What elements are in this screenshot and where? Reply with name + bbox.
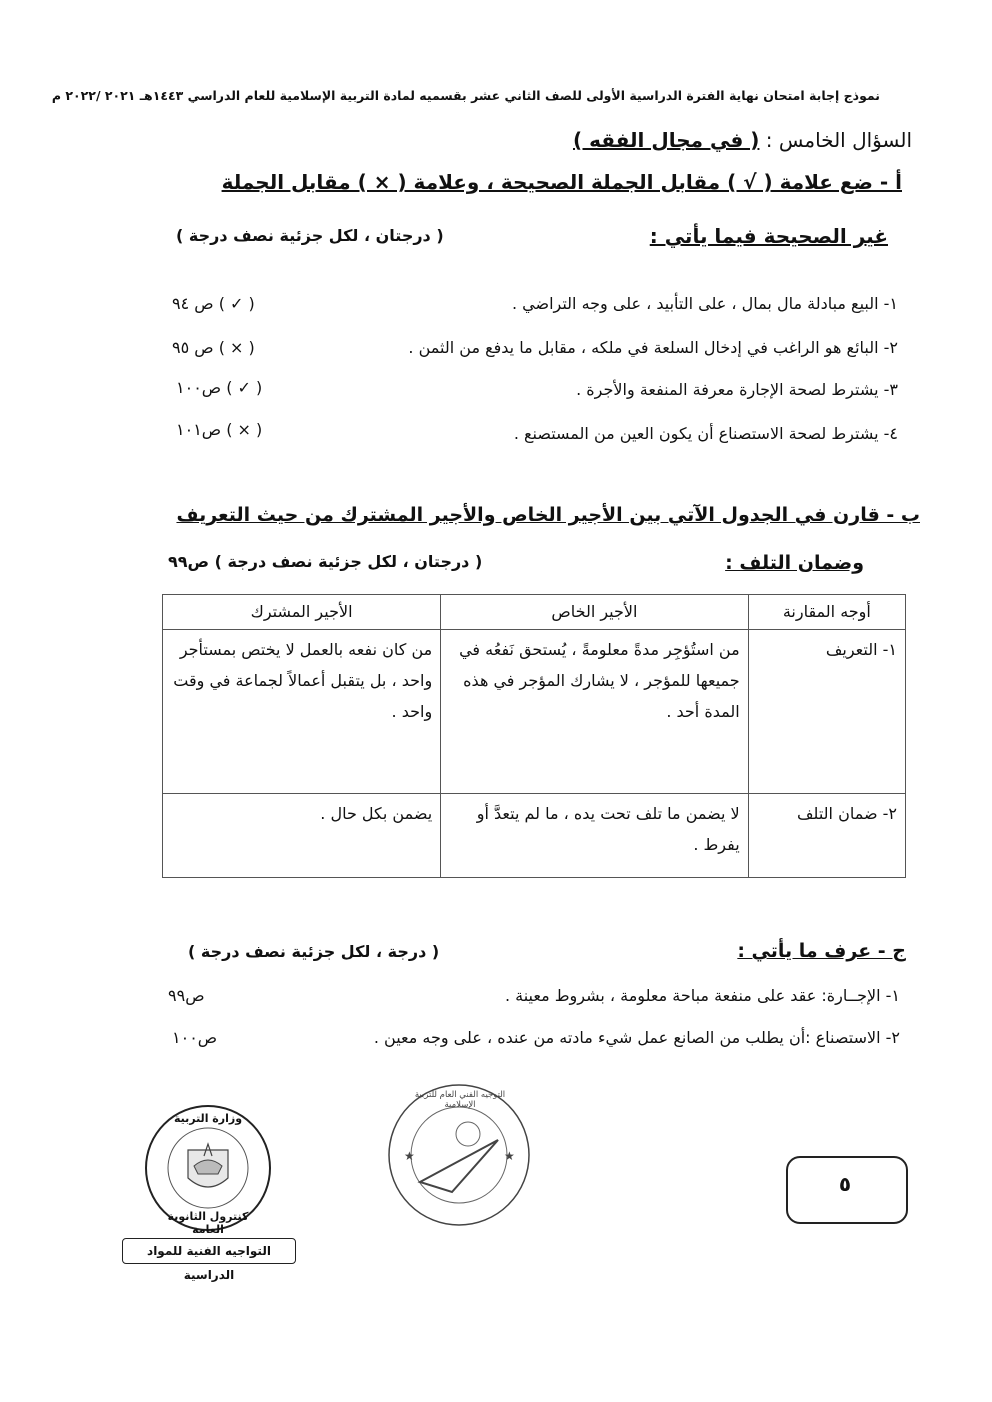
- svg-text:★: ★: [404, 1149, 415, 1163]
- part-a-item-1: ١- البيع مبادلة مال بمال ، على التأبيد ، على وجه التراضي .: [511, 294, 898, 313]
- part-a-item-3: ٣- يشترط لصحة الإجارة معرفة المنفعة والأجرة .: [576, 380, 898, 399]
- table-header-aspect: أوجه المقارنة: [748, 595, 905, 630]
- part-a-mark-1: ( ✓ ) ص ٩٤: [172, 294, 255, 313]
- table-header-row: [163, 595, 906, 630]
- svg-text:★: ★: [504, 1149, 515, 1163]
- part-b-instruction-line1: ب - قارن في الجدول الآتي بين الأجير الخاص والأجير المشترك من حيث التعريف: [176, 504, 920, 526]
- comparison-table: [162, 594, 906, 878]
- table-cell-aspect: ٢- ضمان التلف: [748, 794, 905, 878]
- part-c-instruction: ج - عرف ما يأتي :: [737, 940, 906, 962]
- part-b-grade-note: ( درجتان ، لكل جزئية نصف درجة ) ص٩٩: [168, 552, 483, 571]
- table-header-private: الأجير الخاص: [441, 595, 748, 630]
- definition-1-page: ص٩٩: [168, 986, 205, 1005]
- part-a-grade-note: ( درجتان ، لكل جزئية نصف درجة ): [176, 226, 444, 245]
- part-c-grade-note: ( درجة ، لكل جزئية نصف درجة ): [188, 942, 440, 961]
- part-b-instruction-line2: وضمان التلف :: [725, 552, 864, 574]
- part-a-mark-2: ( × ) ص ٩٥: [172, 338, 255, 357]
- definition-2: ٢- الاستصناع :أن يطلب من الصانع عمل شيء مادته من عنده ، على وجه معين .: [373, 1028, 900, 1047]
- part-a-item-2: ٢- البائع هو الراغب في إدخال السلعة في ملكه ، مقابل ما يدفع من الثمن .: [408, 338, 898, 357]
- ministry-seal-bottom-text: كنترول الثانوية العامة: [167, 1210, 249, 1236]
- ministry-seal-top-text: وزارة التربية: [173, 1112, 243, 1125]
- ministry-seal-caption: التواجيه الفنية للمواد الدراسية: [122, 1238, 296, 1264]
- definition-2-page: ص١٠٠: [172, 1028, 218, 1047]
- table-cell-private: من استُؤجِر مدةً معلومةً ، يُستحق نَفعُه في جميعها للمؤجر ، لا يشارك المؤجر في هذه المدة أحد .: [441, 630, 748, 794]
- question-title-prefix: السؤال الخامس :: [765, 128, 912, 152]
- table-cell-private: لا يضمن ما تلف تحت يده ، ما لم يتعدَّ أو يفرط .: [441, 794, 748, 878]
- page-number: ٥: [838, 1172, 852, 1196]
- table-header-shared: الأجير المشترك: [163, 595, 441, 630]
- table-cell-aspect: ١- التعريف: [748, 630, 905, 794]
- part-a-instruction-line1: أ - ضع علامة ( √ ) مقابل الجملة الصحيحة ، وعلامة ( × ) مقابل الجملة: [221, 170, 902, 194]
- part-a-mark-4: ( × ) ص١٠١: [176, 420, 263, 439]
- part-a-item-4: ٤- يشترط لصحة الاستصناع أن يكون العين من المستصنع .: [513, 424, 898, 443]
- table-row: [163, 794, 906, 878]
- part-a-instruction-line2: غير الصحيحة فيما يأتي :: [649, 224, 888, 248]
- table-row: [163, 630, 906, 794]
- question-topic: ( في مجال الفقه ): [573, 128, 760, 152]
- document-header: نموذج إجابة امتحان نهاية الفترة الدراسية الأولى للصف الثاني عشر بقسميه لمادة التربية الإسلامية للعام الدراسي ١٤٤٣هـ ٢٠٢١ /٢٠٢٢ م: [51, 88, 880, 103]
- office-seal-ring-text: التوجيه الفني العام للتربية الإسلامية: [414, 1090, 506, 1110]
- question-title: [573, 128, 912, 152]
- definition-1: ١- الإجــارة: عقد على منفعة مباحة معلومة ، بشروط معينة .: [504, 986, 900, 1005]
- table-cell-shared: من كان نفعه بالعمل لا يختص بمستأجر واحد ، بل يتقبل أعمالاً لجماعة في وقت واحد .: [163, 630, 441, 794]
- table-cell-shared: يضمن بكل حال .: [163, 794, 441, 878]
- part-a-mark-3: ( ✓ ) ص١٠٠: [176, 378, 263, 397]
